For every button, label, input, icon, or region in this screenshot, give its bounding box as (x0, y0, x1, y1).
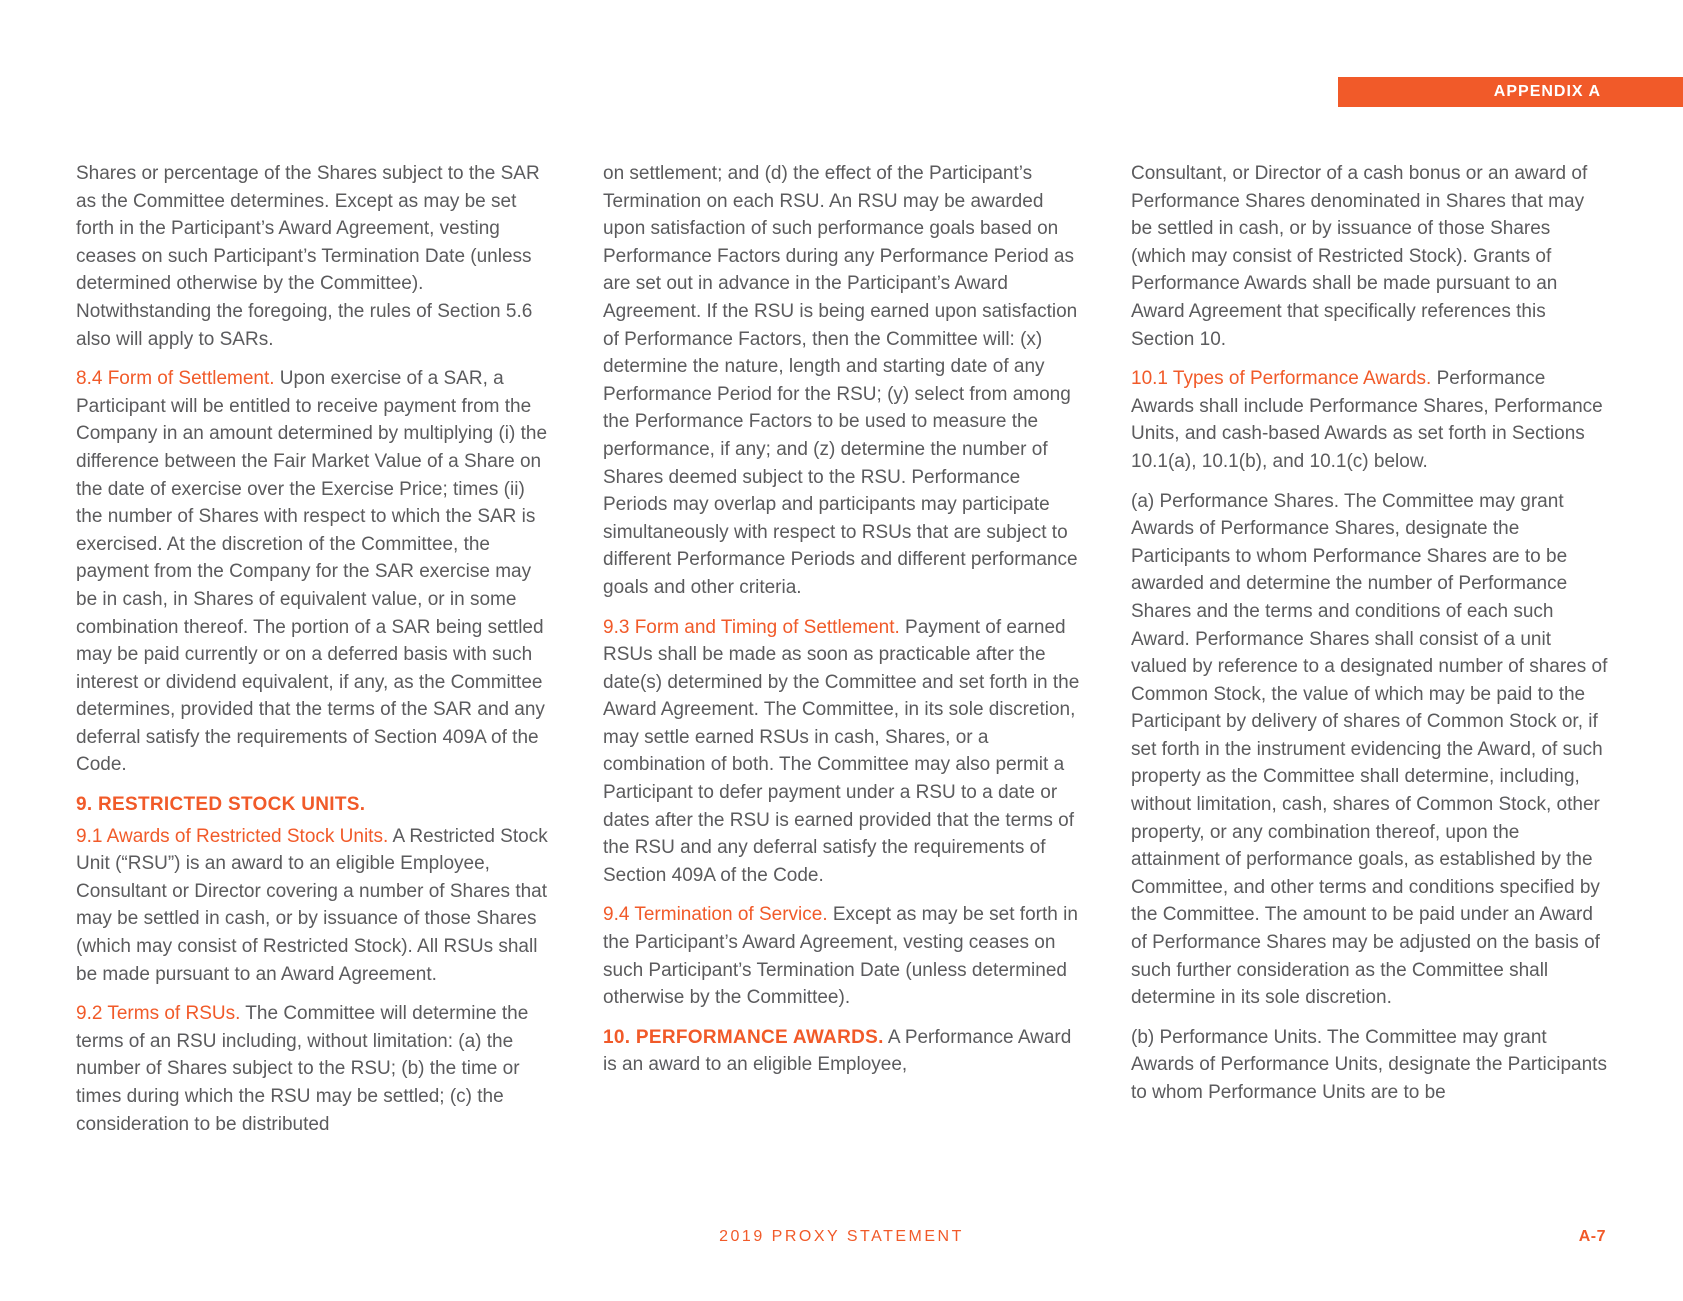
section-8-4 (76, 365, 554, 779)
section-9-1 (76, 823, 554, 989)
subsection-heading: 9.1 Awards of Restricted Stock Units. (76, 825, 389, 847)
page-number: A-7 (1578, 1228, 1606, 1245)
paragraph: on settlement; and (d) the effect of the Participant’s Termination on each RSU. An RSU may be awarded upon satisfaction of such performance goals based on Performance Factors during any Performance Period as are set out in advance in the Participant’s Award Agreement. If the RSU is being earned upon satisfaction of Performance Factors, then the Committee will: (x) determine the nature, length and starting date of any Performance Period for the RSU; (y) select from among the Performance Factors to be used to measure the performance, if any; and (z) determine the number of Shares deemed subject to the RSU. Performance Periods may overlap and participants may participate simultaneously with respect to RSUs that are subject to different Performance Periods and different performance goals and other criteria. (603, 163, 1078, 598)
subsection-heading: 10.1 Types of Performance Awards. (1131, 368, 1432, 390)
text-column-2 (603, 160, 1081, 1091)
subsection-body: Performance Awards shall include Performance Shares, Performance Units, and cash-based Awards as set forth in Sections 10.1(a), 10.1(b), and 10.1(c) below. (1131, 368, 1603, 472)
subsection-body: Payment of earned RSUs shall be made as soon as practicable after the date(s) determined by the Committee and set forth in the Award Agreement. The Committee, in its sole discretion, may settle earned RSUs in cash, Shares, or a combination of both. The Committee may also permit a Participant to defer payment under a RSU to a date or dates after the RSU is earned provided that the terms of the RSU and any deferral satisfy the requirements of Section 409A of the Code. (603, 616, 1080, 886)
section-9-heading (76, 791, 554, 819)
subsection-heading: 8.4 Form of Settlement. (76, 368, 275, 390)
paragraph: Consultant, or Director of a cash bonus or an award of Performance Shares denominated in Shares that may be settled in cash, or by issuance of those Shares (which may consist of Restricted Stock). Grants of Performance Awards shall be made pursuant to an Award Agreement that specifically references this Section 10. (1131, 163, 1588, 350)
section-body: A Performance Award is an award to an eligible Employee, (603, 1026, 1072, 1076)
subsection-heading: 9.3 Form and Timing of Settlement. (603, 616, 900, 638)
appendix-label (1338, 77, 1683, 107)
paragraph: Shares or percentage of the Shares subject to the SAR as the Committee determines. Except as may be set forth in the Participant’s Award Agreement, vesting ceases on such Participant’s Termination Date (unless determined otherwise by the Committee). Notwithstanding the foregoing, the rules of Section 5.6 also will apply to SARs. (76, 163, 540, 350)
section-heading: 9. RESTRICTED STOCK UNITS. (76, 794, 366, 816)
subsection-heading: 9.2 Terms of RSUs. (76, 1003, 241, 1025)
section-heading: 10. PERFORMANCE AWARDS. (603, 1026, 884, 1048)
text-column-1 (76, 160, 554, 1150)
paragraph-performance-shares: (a) Performance Shares. The Committee may grant Awards of Performance Shares, designate the Participants to whom Performance Shares are to be awarded and determine the number of Performance Shares and the terms and conditions of each such Award. Performance Shares shall consist of a unit valued by reference to a designated number of shares of Common Stock, the value of which may be paid to the Participant by delivery of shares of Common Stock or, if set forth in the instrument evidencing the Award, of such property as the Committee shall determine, including, without limitation, cash, shares of Common Stock, other property, or any combination thereof, upon the attainment of performance goals, as established by the Committee, and other terms and conditions specified by the Committee. The amount to be paid under an Award of Performance Shares may be adjusted on the basis of such further consideration as the Committee shall determine in its sole discretion. (1131, 490, 1608, 1009)
text-column-3 (1131, 160, 1609, 1119)
footer-title: 2019 PROXY STATEMENT (719, 1228, 964, 1245)
section-10-1 (1131, 365, 1609, 475)
section-9-4 (603, 901, 1081, 1011)
paragraph-performance-units: (b) Performance Units. The Committee may grant Awards of Performance Units, designate the Participants to whom Performance Units are to be (1131, 1026, 1607, 1103)
subsection-body: Upon exercise of a SAR, a Participant will be entitled to receive payment from the Company in an amount determined by multiplying (i) the difference between the Fair Market Value of a Share on the date of exercise over the Exercise Price; times (ii) the number of Shares with respect to which the SAR is exercised. At the discretion of the Committee, the payment from the Company for the SAR exercise may be in cash, in Shares of equivalent value, or in some combination thereof. The portion of a SAR being settled may be paid currently or on a deferred basis with such interest or dividend equivalent, if any, as the Committee determines, provided that the terms of the SAR and any deferral satisfy the requirements of Section 409A of the Code. (76, 368, 548, 776)
subsection-body: Except as may be set forth in the Participant’s Award Agreement, vesting ceases on such Participant’s Termination Date (unless determined otherwise by the Committee). (603, 904, 1078, 1009)
subsection-body: The Committee will determine the terms of an RSU including, without limitation: (a) the number of Shares subject to the RSU; (b) the time or times during which the RSU may be settled; (c) the consideration to be distributed (76, 1003, 529, 1135)
section-9-3 (603, 614, 1081, 890)
section-9-2 (76, 1000, 554, 1138)
subsection-body: A Restricted Stock Unit (“RSU”) is an award to an eligible Employee, Consultant or Director covering a number of Shares that may be settled in cash, or by issuance of those Shares (which may consist of Restricted Stock). All RSUs shall be made pursuant to an Award Agreement. (76, 825, 548, 985)
subsection-heading: 9.4 Termination of Service. (603, 904, 828, 926)
appendix-label-text: APPENDIX A (1493, 83, 1601, 100)
section-10 (603, 1024, 1081, 1079)
